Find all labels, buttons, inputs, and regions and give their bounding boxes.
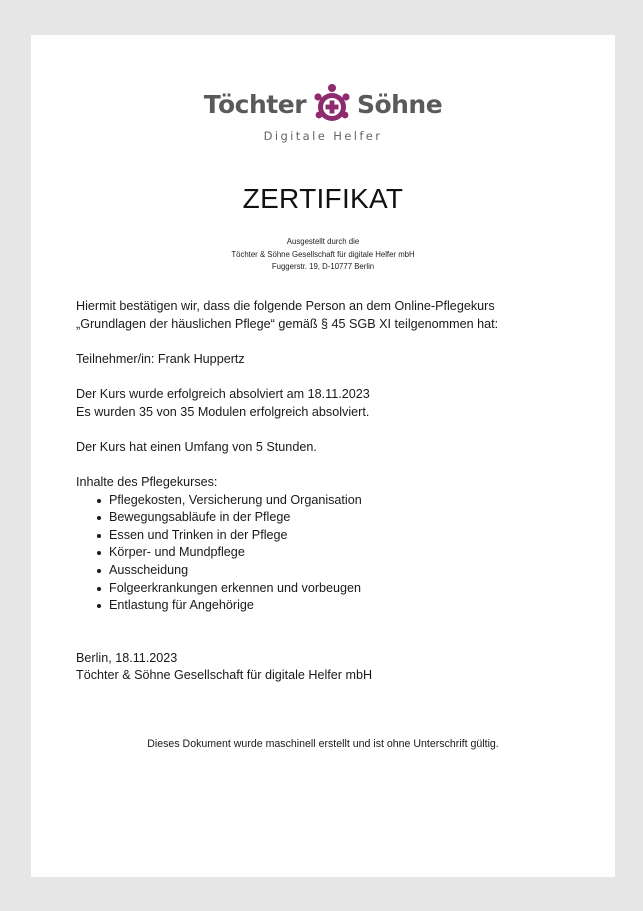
document-title: ZERTIFIKAT bbox=[242, 183, 404, 214]
issuer-block bbox=[31, 236, 615, 274]
intro-line: Hiermit bestätigen wir, dass die folgende Person an dem Online-Pflegekurs bbox=[76, 299, 495, 313]
cross-circle-people-icon bbox=[312, 83, 352, 125]
issuer-line: Ausgestellt durch die bbox=[286, 237, 360, 246]
list-item: Essen und Trinken in der Pflege bbox=[109, 527, 585, 545]
issuer-address: Fuggerstr. 19, D-10777 Berlin bbox=[271, 262, 375, 271]
signatory-company: Töchter & Söhne Gesellschaft für digitale Helfer mbH bbox=[76, 668, 373, 683]
list-item: Pflegekosten, Versicherung und Organisation bbox=[109, 492, 585, 510]
duration-line: Der Kurs hat einen Umfang von 5 Stunden. bbox=[76, 439, 317, 454]
participant-line: Teilnehmer/in: Frank Huppertz bbox=[76, 351, 245, 366]
place-date-line: Berlin, 18.11.2023 bbox=[76, 650, 178, 665]
certificate-page bbox=[31, 35, 615, 877]
logo-subtitle: Digitale Helfer bbox=[263, 129, 383, 143]
list-item: Bewegungsabläufe in der Pflege bbox=[109, 509, 585, 527]
logo-word-left: Töchter bbox=[203, 89, 307, 119]
contents-heading: Inhalte des Pflegekurses: bbox=[76, 474, 218, 489]
issuer-company: Töchter & Söhne Gesellschaft für digitale Helfer mbH bbox=[231, 249, 415, 259]
completion-date-line: Der Kurs wurde erfolgreich absolviert am 18.11.2023 bbox=[76, 386, 370, 401]
list-item: Folgeerkrankungen erkennen und vorbeugen bbox=[109, 580, 585, 598]
list-item: Körper- und Mundpflege bbox=[109, 544, 585, 562]
contents-list bbox=[76, 492, 585, 615]
footer-note: Dieses Dokument wurde maschinell erstellt und ist ohne Unterschrift gültig. bbox=[147, 738, 499, 750]
modules-line: Es wurden 35 von 35 Modulen erfolgreich absolviert. bbox=[76, 404, 370, 419]
list-item: Ausscheidung bbox=[109, 562, 585, 580]
intro-line: „Grundlagen der häuslichen Pflege“ gemäß § 45 SGB XI teilgenommen hat: bbox=[76, 316, 499, 331]
certificate-body bbox=[76, 298, 585, 685]
logo-word-right: Söhne bbox=[356, 89, 443, 119]
company-logo bbox=[31, 75, 615, 155]
list-item: Entlastung für Angehörige bbox=[109, 597, 585, 615]
